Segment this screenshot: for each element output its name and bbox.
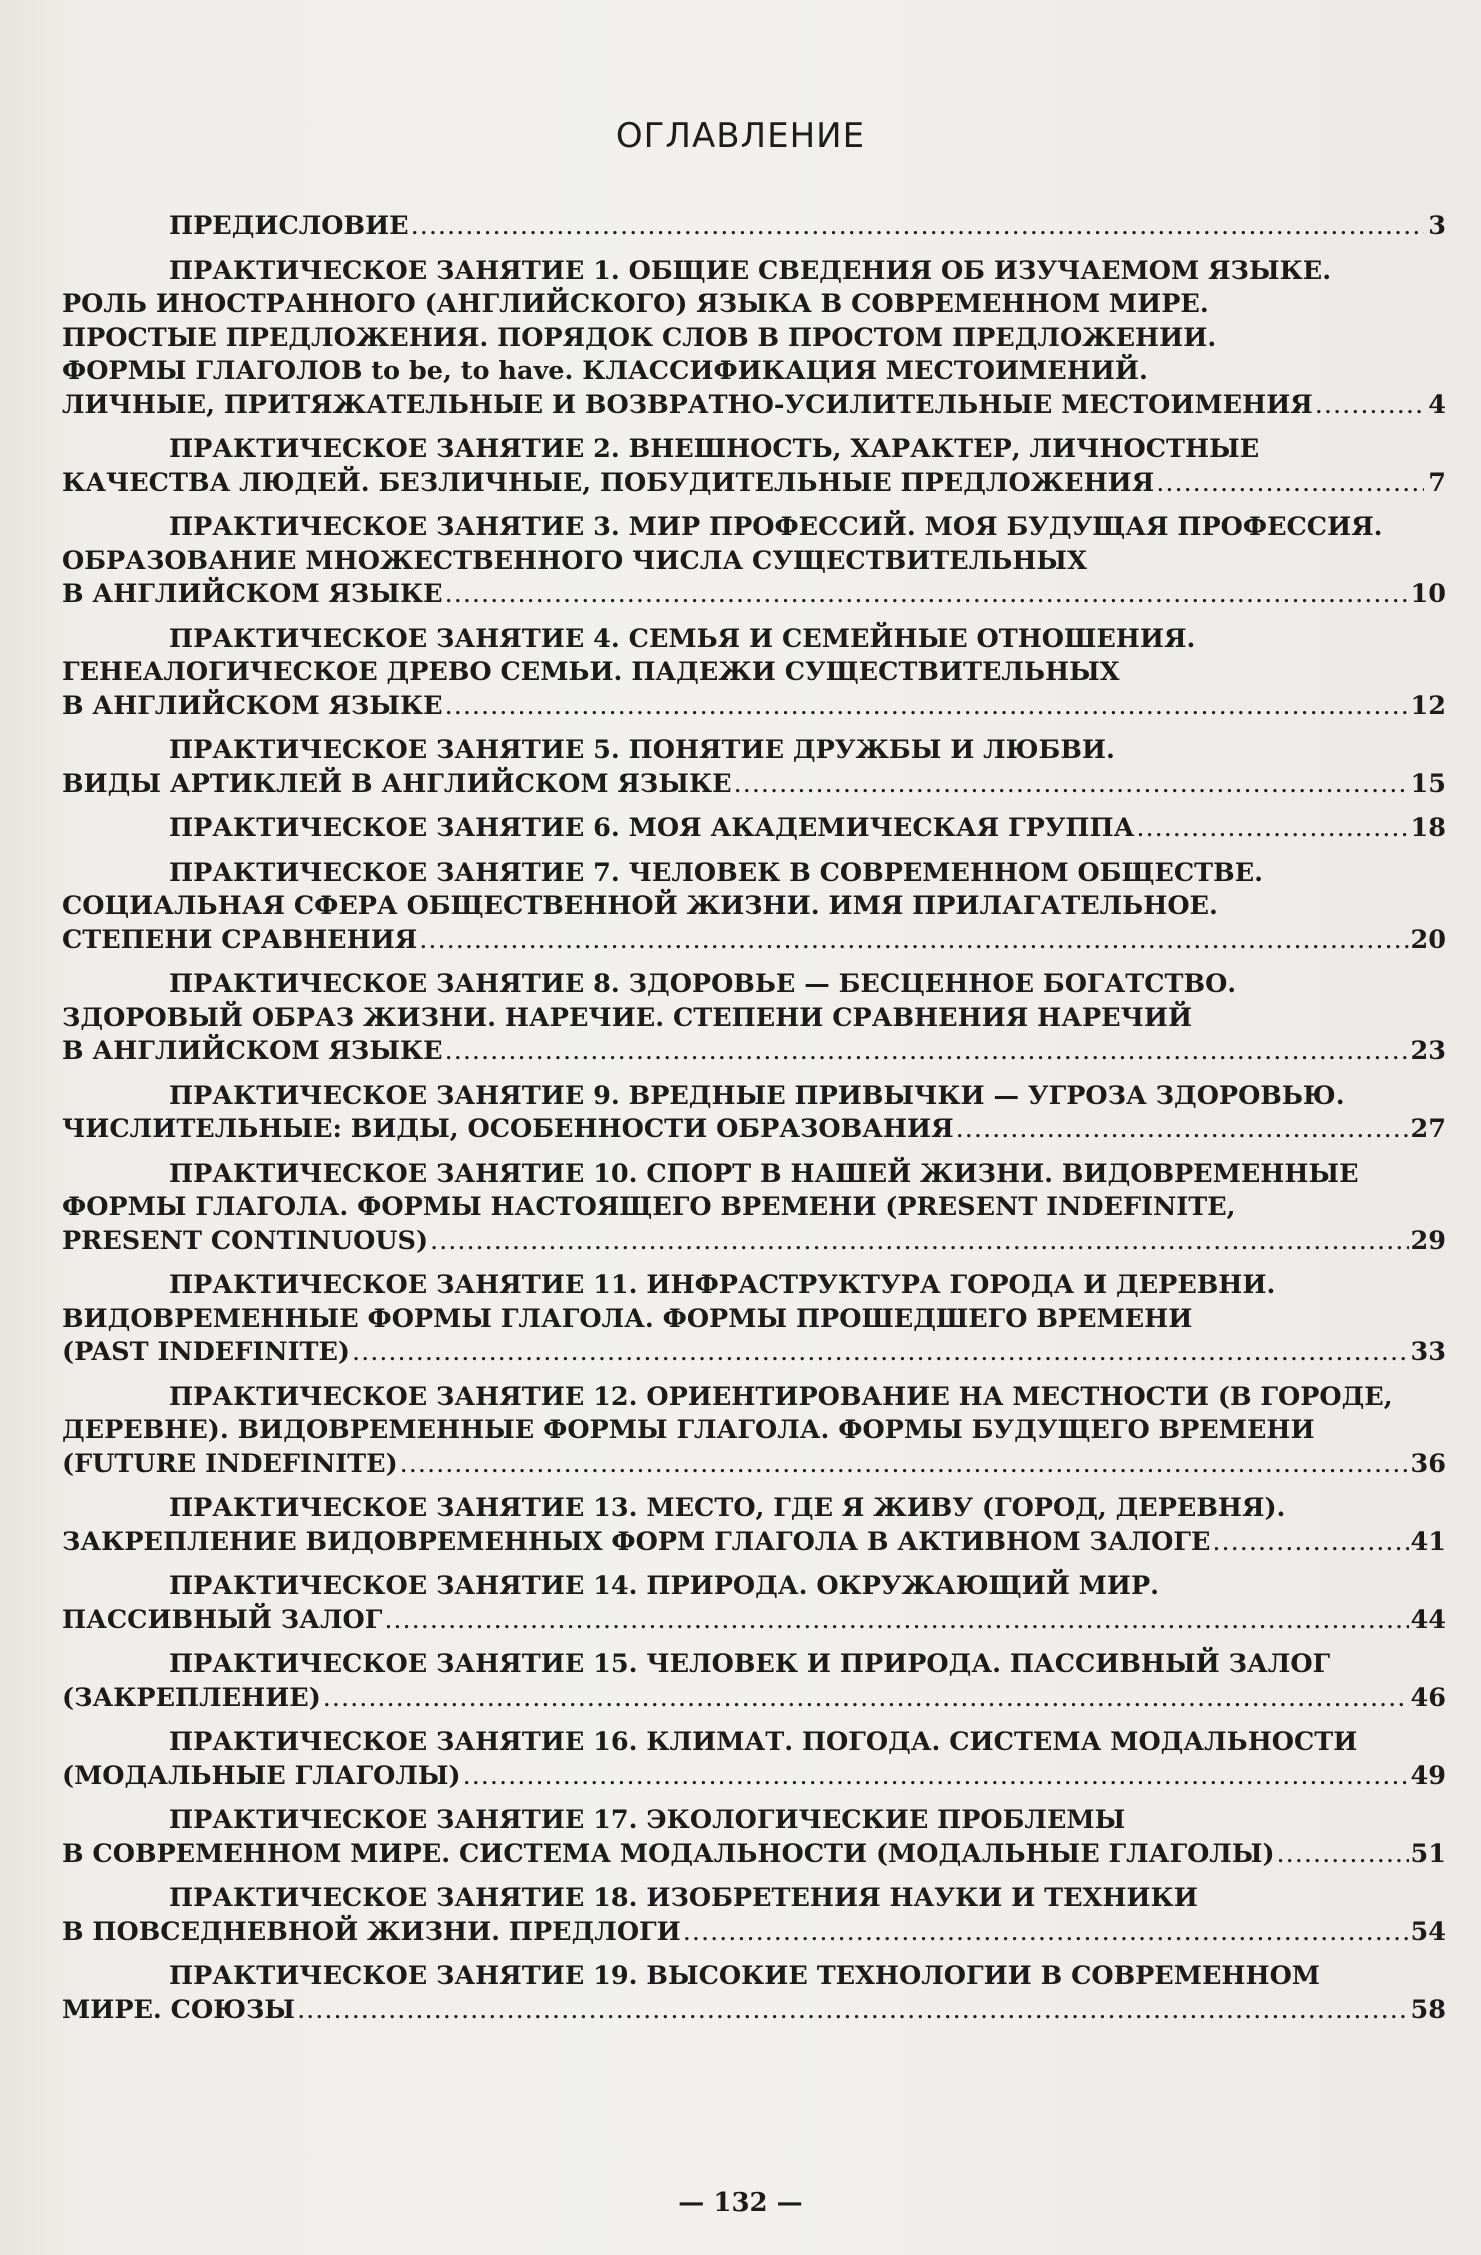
toc-entry-text: ВИДОВРЕМЕННЫЕ ФОРМЫ ГЛАГОЛА. ФОРМЫ ПРОШЕДШЕГО ВРЕМЕНИ <box>62 1303 1193 1334</box>
toc-entry-text: В АНГЛИЙСКОМ ЯЗЫКЕ <box>62 690 443 721</box>
toc-entry-final-line <box>62 1448 1446 1482</box>
toc-entry <box>62 857 1446 958</box>
toc-entry-text: В СОВРЕМЕННОМ МИРЕ. СИСТЕМА МОДАЛЬНОСТИ (МОДАЛЬНЫЕ ГЛАГОЛЫ) <box>62 1838 1275 1869</box>
toc-entry-final-line <box>62 1604 1446 1638</box>
toc-entry-text: ПРАКТИЧЕСКОЕ ЗАНЯТИЕ 14. ПРИРОДА. ОКРУЖАЮЩИЙ МИР. <box>169 1571 1160 1601</box>
page-title: ОГЛАВЛЕНИЕ <box>615 116 866 156</box>
toc-entry-text: МИРЕ. СОЮЗЫ <box>62 1994 296 2025</box>
toc-entry-text: ЧИСЛИТЕЛЬНЫЕ: ВИДЫ, ОСОБЕННОСТИ ОБРАЗОВАНИЯ <box>62 1114 954 1144</box>
toc-entry-text: (МОДАЛЬНЫЕ ГЛАГОЛЫ) <box>62 1760 461 1791</box>
toc-entry <box>62 1804 1446 1871</box>
toc-page-number: 10 <box>1410 579 1446 609</box>
toc-entry <box>62 1570 1446 1637</box>
toc-entry-text: ПРАКТИЧЕСКОЕ ЗАНЯТИЕ 11. ИНФРАСТРУКТУРА ГОРОДА И ДЕРЕВНИ. <box>169 1270 1276 1300</box>
dot-leader <box>734 768 1409 802</box>
toc-entry <box>62 433 1446 500</box>
toc-entry <box>62 623 1446 724</box>
toc-entry-text: ПРАКТИЧЕСКОЕ ЗАНЯТИЕ 5. ПОНЯТИЕ ДРУЖБЫ И ЛЮБВИ. <box>169 735 1115 765</box>
toc-entry-text: ПРАКТИЧЕСКОЕ ЗАНЯТИЕ 8. ЗДОРОВЬЕ — БЕСЦЕННОЕ БОГАТСТВО. <box>169 969 1237 999</box>
toc-page-number: 46 <box>1410 1682 1446 1713</box>
toc-page-number: 3 <box>1428 211 1446 241</box>
dot-leader <box>323 1682 1409 1716</box>
toc-entry-text: ЗАКРЕПЛЕНИЕ ВИДОВРЕМЕННЫХ ФОРМ ГЛАГОЛА В АКТИВНОМ ЗАЛОГЕ <box>62 1526 1211 1557</box>
toc-entry-text: ПАССИВНЫЙ ЗАЛОГ <box>62 1604 383 1635</box>
toc-entry-text: ВИДЫ АРТИКЛЕЙ В АНГЛИЙСКОМ ЯЗЫКЕ <box>62 768 732 799</box>
toc-entry-final-line <box>62 1035 1446 1069</box>
toc-entry-final-line <box>62 924 1446 958</box>
toc-entry-final-line <box>62 1916 1446 1950</box>
toc-entry-text: ФОРМЫ ГЛАГОЛА. ФОРМЫ НАСТОЯЩЕГО ВРЕМЕНИ (PRESENT INDEFINITE, <box>62 1192 1236 1222</box>
toc-entry-text: СТЕПЕНИ СРАВНЕНИЯ <box>62 924 418 955</box>
toc-entry <box>62 511 1446 612</box>
toc-entry-text: В АНГЛИЙСКОМ ЯЗЫКЕ <box>62 579 443 609</box>
toc-entry-text: КАЧЕСТВА ЛЮДЕЙ. БЕЗЛИЧНЫЕ, ПОБУДИТЕЛЬНЫЕ ПРЕДЛОЖЕНИЯ <box>62 467 1155 498</box>
dot-leader <box>1315 389 1424 423</box>
toc-page-number: 44 <box>1410 1604 1446 1635</box>
toc-entry-final-line <box>62 1225 1446 1259</box>
toc-entry-final-line <box>62 1336 1446 1370</box>
dot-leader <box>445 690 1409 724</box>
toc-entry <box>62 1960 1446 2027</box>
toc-entry-final-line <box>62 389 1446 423</box>
toc-entry-text: ПРОСТЫЕ ПРЕДЛОЖЕНИЯ. ПОРЯДОК СЛОВ В ПРОСТОМ ПРЕДЛОЖЕНИИ. <box>62 322 1217 353</box>
toc-entry-final-line <box>62 812 1446 846</box>
toc-entry <box>62 734 1446 801</box>
toc-entry-text: ПРАКТИЧЕСКОЕ ЗАНЯТИЕ 12. ОРИЕНТИРОВАНИЕ НА МЕСТНОСТИ (В ГОРОДЕ, <box>169 1381 1393 1412</box>
toc-entry-final-line <box>62 578 1446 612</box>
dot-leader <box>400 1448 1409 1482</box>
dot-leader <box>683 1916 1409 1950</box>
toc-page-number: 29 <box>1410 1225 1446 1256</box>
toc-entry-text: ПРАКТИЧЕСКОЕ ЗАНЯТИЕ 3. МИР ПРОФЕССИЙ. МОЯ БУДУЩАЯ ПРОФЕССИЯ. <box>169 512 1383 542</box>
toc-entry-text: ПРАКТИЧЕСКОЕ ЗАНЯТИЕ 1. ОБЩИЕ СВЕДЕНИЯ ОБ ИЗУЧАЕМОМ ЯЗЫКЕ. <box>169 255 1332 286</box>
toc-entry-text: ПРАКТИЧЕСКОЕ ЗАНЯТИЕ 16. КЛИМАТ. ПОГОДА. СИСТЕМА МОДАЛЬНОСТИ <box>169 1727 1358 1757</box>
toc-entry <box>62 812 1446 846</box>
toc-page-number: 18 <box>1410 813 1446 843</box>
dot-leader <box>297 1994 1408 2028</box>
toc-entry <box>62 1269 1446 1370</box>
toc-entry <box>62 210 1446 244</box>
toc-entry-final-line <box>62 1113 1446 1147</box>
toc-entry <box>62 1648 1446 1715</box>
toc-entry <box>62 1882 1446 1949</box>
toc-entry-text: СОЦИАЛЬНАЯ СФЕРА ОБЩЕСТВЕННОЙ ЖИЗНИ. ИМЯ ПРИЛАГАТЕЛЬНОЕ. <box>62 891 1218 921</box>
toc-entry-final-line <box>62 1682 1446 1716</box>
toc-entry <box>62 255 1446 423</box>
toc-page-number: 12 <box>1410 690 1446 721</box>
toc-entry-text: ФОРМЫ ГЛАГОЛОВ to be, to have. КЛАССИФИКАЦИЯ МЕСТОИМЕНИЙ. <box>62 356 1148 386</box>
dot-leader <box>1212 1526 1408 1560</box>
toc-entry-final-line <box>62 1760 1446 1794</box>
toc-page-number: 20 <box>1410 924 1446 955</box>
toc-entry-final-line <box>62 210 1446 244</box>
toc-entry-final-line <box>62 467 1446 501</box>
toc-entry-text: ПРЕДИСЛОВИЕ <box>169 211 409 241</box>
toc-page-number: 7 <box>1428 467 1446 498</box>
dot-leader <box>352 1336 1409 1370</box>
toc-page-number: 51 <box>1410 1838 1446 1869</box>
toc-entry-text: PRESENT CONTINUOUS) <box>62 1225 429 1256</box>
toc-page-number: 41 <box>1410 1526 1446 1557</box>
toc-entry <box>62 1492 1446 1559</box>
toc-entry-text: ПРАКТИЧЕСКОЕ ЗАНЯТИЕ 7. ЧЕЛОВЕК В СОВРЕМЕННОМ ОБЩЕСТВЕ. <box>169 857 1264 888</box>
toc-page-number: 27 <box>1410 1114 1446 1144</box>
toc-entry-final-line <box>62 768 1446 802</box>
dot-leader <box>384 1604 1408 1638</box>
dot-leader <box>1156 467 1424 501</box>
dot-leader <box>956 1113 1409 1147</box>
toc-entry-text: ПРАКТИЧЕСКОЕ ЗАНЯТИЕ 17. ЭКОЛОГИЧЕСКИЕ ПРОБЛЕМЫ <box>169 1805 1126 1835</box>
toc-entry-text: (PAST INDEFINITE) <box>62 1337 350 1367</box>
toc-entry-text: ЛИЧНЫЕ, ПРИТЯЖАТЕЛЬНЫЕ И ВОЗВРАТНО-УСИЛИТЕЛЬНЫЕ МЕСТОИМЕНИЯ <box>62 389 1313 420</box>
toc-entry-text: ПРАКТИЧЕСКОЕ ЗАНЯТИЕ 6. МОЯ АКАДЕМИЧЕСКАЯ ГРУППА <box>169 813 1135 843</box>
dot-leader <box>419 924 1408 958</box>
toc-entry <box>62 1158 1446 1259</box>
dot-leader <box>463 1760 1409 1794</box>
toc-entry-text: В ПОВСЕДНЕВНОЙ ЖИЗНИ. ПРЕДЛОГИ <box>62 1916 681 1947</box>
toc-entry-text: ЗДОРОВЫЙ ОБРАЗ ЖИЗНИ. НАРЕЧИЕ. СТЕПЕНИ СРАВНЕНИЯ НАРЕЧИЙ <box>62 1002 1193 1033</box>
toc-page-number: 4 <box>1428 389 1446 420</box>
toc-entry-text: ПРАКТИЧЕСКОЕ ЗАНЯТИЕ 13. МЕСТО, ГДЕ Я ЖИВУ (ГОРОД, ДЕРЕВНЯ). <box>169 1493 1286 1523</box>
dot-leader <box>1136 812 1408 846</box>
toc-entry-text: ПРАКТИЧЕСКОЕ ЗАНЯТИЕ 4. СЕМЬЯ И СЕМЕЙНЫЕ ОТНОШЕНИЯ. <box>169 623 1196 654</box>
table-of-contents <box>62 210 1446 2027</box>
toc-entry-text: ПРАКТИЧЕСКОЕ ЗАНЯТИЕ 9. ВРЕДНЫЕ ПРИВЫЧКИ — УГРОЗА ЗДОРОВЬЮ. <box>169 1080 1345 1111</box>
dot-leader <box>445 1035 1409 1069</box>
toc-entry-final-line <box>62 690 1446 724</box>
toc-page-number: 36 <box>1410 1448 1446 1479</box>
toc-page-number: 33 <box>1410 1337 1446 1367</box>
toc-entry-final-line <box>62 1838 1446 1872</box>
toc-entry-text: ПРАКТИЧЕСКОЕ ЗАНЯТИЕ 15. ЧЕЛОВЕК И ПРИРОДА. ПАССИВНЫЙ ЗАЛОГ <box>169 1649 1331 1679</box>
toc-entry-text: РОЛЬ ИНОСТРАННОГО (АНГЛИЙСКОГО) ЯЗЫКА В СОВРЕМЕННОМ МИРЕ. <box>62 289 1209 319</box>
toc-entry-text: ПРАКТИЧЕСКОЕ ЗАНЯТИЕ 2. ВНЕШНОСТЬ, ХАРАКТЕР, ЛИЧНОСТНЫЕ <box>169 434 1260 464</box>
dot-leader <box>1277 1838 1409 1872</box>
toc-entry <box>62 1080 1446 1147</box>
toc-entry-text: (ЗАКРЕПЛЕНИЕ) <box>62 1682 321 1713</box>
page-number: — 132 — <box>678 2188 803 2218</box>
toc-page-number: 58 <box>1410 1994 1446 2025</box>
toc-entry-text: ПРАКТИЧЕСКОЕ ЗАНЯТИЕ 10. СПОРТ В НАШЕЙ ЖИЗНИ. ВИДОВРЕМЕННЫЕ <box>169 1158 1359 1189</box>
toc-page-number: 49 <box>1410 1760 1446 1791</box>
toc-entry-text: ОБРАЗОВАНИЕ МНОЖЕСТВЕННОГО ЧИСЛА СУЩЕСТВИТЕЛЬНЫХ <box>62 545 1087 576</box>
toc-entry-final-line <box>62 1526 1446 1560</box>
toc-entry-text: ПРАКТИЧЕСКОЕ ЗАНЯТИЕ 19. ВЫСОКИЕ ТЕХНОЛОГИИ В СОВРЕМЕННОМ <box>169 1961 1321 1991</box>
toc-entry-text: ПРАКТИЧЕСКОЕ ЗАНЯТИЕ 18. ИЗОБРЕТЕНИЯ НАУКИ И ТЕХНИКИ <box>169 1883 1198 1913</box>
toc-page-number: 23 <box>1410 1036 1446 1066</box>
toc-entry-text: ГЕНЕАЛОГИЧЕСКОЕ ДРЕВО СЕМЬИ. ПАДЕЖИ СУЩЕСТВИТЕЛЬНЫХ <box>62 657 1120 687</box>
toc-entry <box>62 1726 1446 1793</box>
dot-leader <box>411 210 1424 244</box>
dot-leader <box>430 1225 1408 1259</box>
toc-entry <box>62 1381 1446 1482</box>
toc-page-number: 54 <box>1410 1916 1446 1947</box>
toc-entry-text: ДЕРЕВНЕ). ВИДОВРЕМЕННЫЕ ФОРМЫ ГЛАГОЛА. ФОРМЫ БУДУЩЕГО ВРЕМЕНИ <box>62 1415 1315 1445</box>
toc-page-number: 15 <box>1410 768 1446 799</box>
toc-entry-text: В АНГЛИЙСКОМ ЯЗЫКЕ <box>62 1036 443 1066</box>
toc-entry-text: (FUTURE INDEFINITE) <box>62 1448 398 1479</box>
toc-entry-final-line <box>62 1994 1446 2028</box>
toc-entry <box>62 968 1446 1069</box>
dot-leader <box>445 578 1409 612</box>
